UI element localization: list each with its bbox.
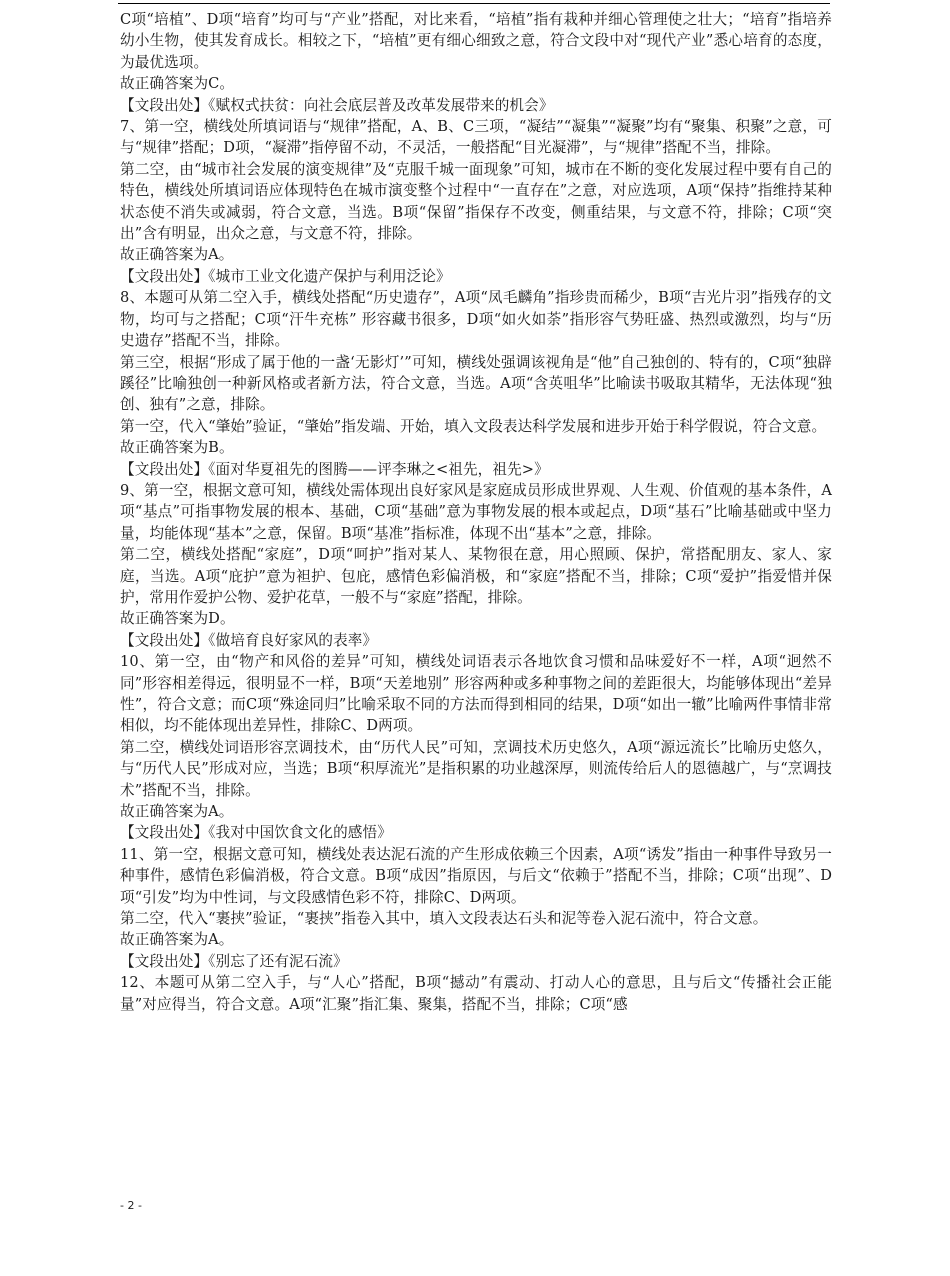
paragraph: 故正确答案为C。 xyxy=(120,75,235,93)
paragraph: 12、本题可从第二空入手，与“人心”搭配，B项“撼动”有震动、打动人心的意思，且与后文“传播社会正能量”对应得当，符合文意。A项“汇聚”指汇集、聚集，搭配不当，排除；C项“感 xyxy=(120,974,832,1013)
paragraph: 11、第一空，根据文意可知，横线处表达泥石流的产生形成依赖三个因素，A项“诱发”指由一种事件导致另一种事件，感情色彩偏消极，符合文意。B项“成因”指原因，与后文“依赖于”搭配不当，排除；C项“出现”、D项“引发”均为中性词，与文段感情色彩不符，排除C、D两项。 xyxy=(120,845,832,906)
paragraph: 第一空，代入“肇始”验证，“肇始”指发端、开始，填入文段表达科学发展和进步开始于科学假说，符合文意。 xyxy=(120,417,827,435)
paragraph: 故正确答案为A。 xyxy=(120,931,234,949)
paragraph: 【文段出处】《面对华夏祖先的图腾——评李琳之<祖先，祖先>》 xyxy=(120,460,549,478)
paragraph: 第三空，根据“形成了属于他的一盏‘无影灯’”可知，横线处强调该视角是“他”自己独创的、特有的，C项“独辟蹊径”比喻独创一种新风格或者新方法，符合文意，当选。A项“含英咀华”比喻读书吸取其精华，无法体现“独创、独有”之意，排除。 xyxy=(120,353,832,414)
paragraph: 故正确答案为A。 xyxy=(120,246,234,264)
paragraph: 【文段出处】《赋权式扶贫：向社会底层普及改革发展带来的机会》 xyxy=(120,96,554,114)
paragraph: 【文段出处】《做培育良好家风的表率》 xyxy=(120,631,378,649)
paragraph: 10、第一空，由“物产和风俗的差异”可知，横线处词语表示各地饮食习惯和品味爱好不一样，A项“迥然不同”形容相差得远，很明显不一样，B项“天差地别” 形容两种或多种事物之间的差距很大，均能够体现出“差异性”，符合文意；而C项“殊途同归”比喻采取不同的方法而得到相同的结果，D项“如出一辙”比喻两件事情非常相似，均不能体现出差异性，排除C、D两项。 xyxy=(120,653,832,735)
paragraph: 第二空，横线处搭配“家庭”，D项“呵护”指对某人、某物很在意，用心照顾、保护，常搭配朋友、家人、家庭，当选。A项“庇护”意为袒护、包庇，感情色彩偏消极，和“家庭”搭配不当，排除；C项“爱护”指爱惜并保护，常用作爱护公物、爱护花草，一般不与“家庭”搭配，排除。 xyxy=(120,546,832,606)
paragraph: 【文段出处】《城市工业文化遗产保护与利用泛论》 xyxy=(120,267,451,285)
paragraph: 【文段出处】《别忘了还有泥石流》 xyxy=(120,952,348,970)
paragraph: 7、第一空，横线处所填词语与“规律”搭配，A、B、C三项，“凝结”“凝集”“凝聚”均有“聚集、积聚”之意，可与“规律”搭配；D项，“凝滞”指停留不动，不灵活，一般搭配“目光凝滞”，与“规律”搭配不当，排除。 xyxy=(120,118,832,157)
paragraph: 故正确答案为D。 xyxy=(120,610,235,628)
paragraph: 故正确答案为A。 xyxy=(120,803,234,821)
paragraph: 第二空，代入“裹挟”验证，“裹挟”指卷入其中，填入文段表达石头和泥等卷入泥石流中，符合文意。 xyxy=(120,910,768,928)
header-rule xyxy=(118,3,830,4)
paragraph: C项“培植”、D项“培育”均可与“产业”搭配，对比来看，“培植”指有栽种并细心管理使之壮大；“培育”指培养幼小生物，使其发育成长。相较之下，“培植”更有细心细致之意，符合文段中对“现代产业”悉心培育的态度，为最优选项。 xyxy=(120,11,832,71)
paragraph: 故正确答案为B。 xyxy=(120,439,234,457)
answer-explanations xyxy=(120,9,832,1015)
paragraph: 【文段出处】《我对中国饮食文化的感悟》 xyxy=(120,824,392,842)
paragraph: 第二空，由“城市社会发展的演变规律”及“克服千城一面现象”可知，城市在不断的变化发展过程中要有自己的特色，横线处所填词语应体现特色在城市演变整个过程中“一直存在”之意，对应选项，A项“保持”指维持某种状态使不消失或减弱，符合文意，当选。B项“保留”指保存不改变，侧重结果，与文意不符，排除；C项“突出”含有明显，出众之意，与文意不符，排除。 xyxy=(120,160,832,243)
paragraph: 第二空，横线处词语形容烹调技术，由“历代人民”可知，烹调技术历史悠久，A项“源远流长”比喻历史悠久，与“历代人民”形成对应，当选；B项“积厚流光”是指积累的功业越深厚，则流传给后人的恩德越广，与“烹调技术”搭配不当，排除。 xyxy=(120,738,832,799)
page-number: - 2 - xyxy=(120,1199,142,1212)
paragraph: 8、本题可从第二空入手，横线处搭配“历史遗存”，A项“凤毛麟角”指珍贵而稀少，B项“吉光片羽”指残存的文物，均可与之搭配；C项“汗牛充栋” 形容藏书很多，D项“如火如荼”指形容气势旺盛、热烈或激烈，均与“历史遗存”搭配不当，排除。 xyxy=(120,289,832,350)
paragraph: 9、第一空，根据文意可知，横线处需体现出良好家风是家庭成员形成世界观、人生观、价值观的基本条件，A项“基点”可指事物发展的根本、基础，C项“基础”意为事物发展的根本或起点，D项“基石”比喻基础或中坚力量，均能体现“基本”之意，保留。B项“基准”指标准，体现不出“基本”之意，排除。 xyxy=(120,481,832,542)
